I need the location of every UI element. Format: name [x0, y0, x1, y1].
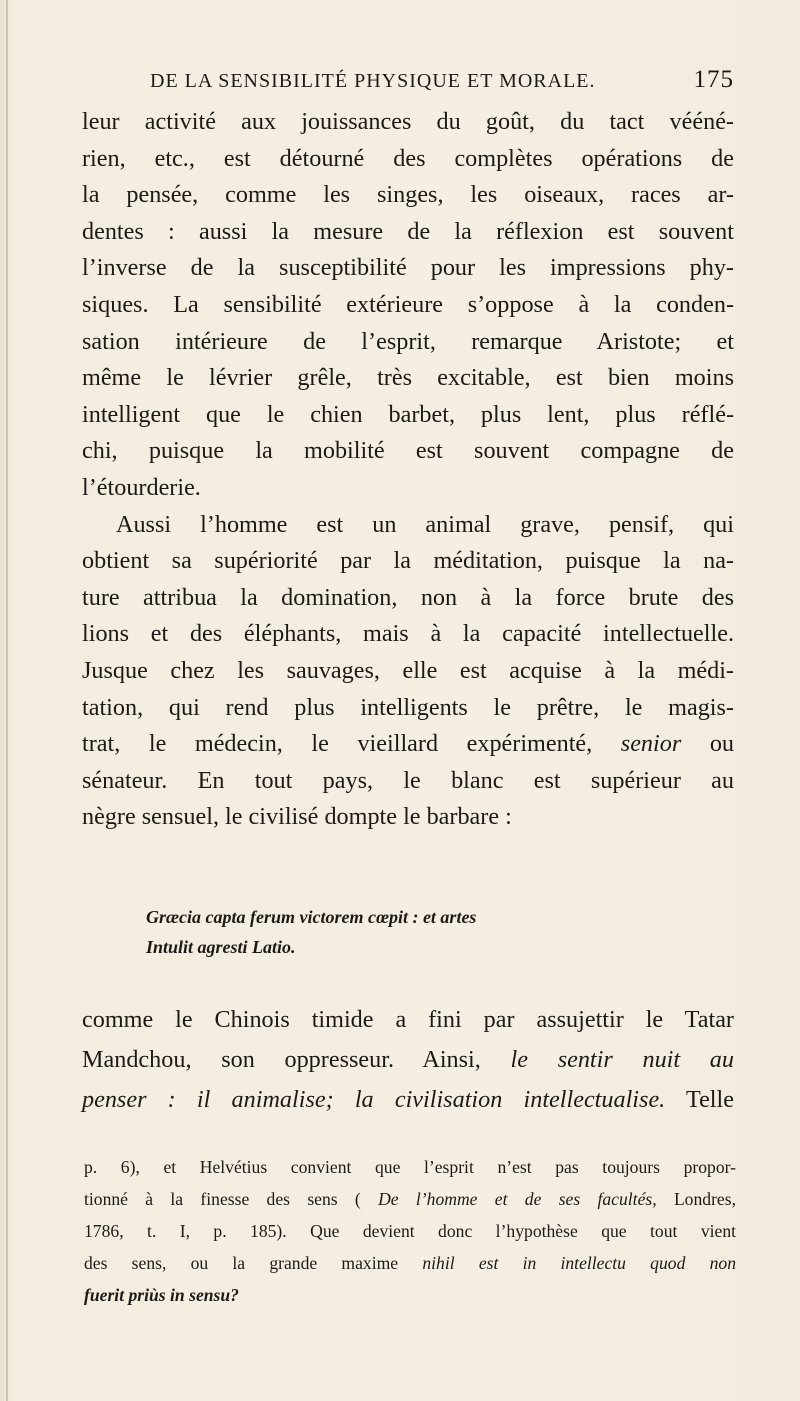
- text-line: [82, 1080, 734, 1120]
- text-line: lions et des éléphants, mais à la capacité intellectuelle.: [82, 620, 734, 648]
- text-line: [82, 726, 734, 763]
- main-text-continued: [82, 1000, 734, 1120]
- text-fragment: ou: [709, 730, 735, 758]
- text-line: intelligent que le chien barbet, plus lent, plus réflé-: [82, 400, 734, 428]
- main-text: [82, 104, 734, 836]
- footnote-line: p. 6), et Helvétius convient que l’esprit n’est pas toujours propor-: [84, 1157, 736, 1177]
- italic-phrase: penser : il animalise; la civilisation intellectualise.: [82, 1086, 666, 1113]
- text-line: [82, 1040, 734, 1080]
- text-line: chi, puisque la mobilité est souvent compagne de: [82, 437, 734, 465]
- text-line: même le lévrier grêle, très excitable, est bien moins: [82, 364, 734, 392]
- page-gutter: [6, 0, 8, 1401]
- paragraph-1: [82, 104, 734, 507]
- text-line: la pensée, comme les singes, les oiseaux, races ar-: [82, 181, 734, 209]
- page-number: 175: [693, 66, 734, 93]
- italic-phrase: fuerit priùs in sensu?: [84, 1285, 239, 1305]
- text-line: Aussi l’homme est un animal grave, pensif, qui: [116, 510, 734, 538]
- text-line: obtient sa supériorité par la méditation, puisque la na-: [82, 547, 734, 575]
- quote-line: Intulit agresti Latio.: [146, 937, 296, 957]
- footnote: [84, 1151, 736, 1311]
- text-fragment: Mandchou, son oppresseur. Ainsi,: [82, 1046, 481, 1073]
- text-fragment: trat, le médecin, le vieillard expérimenté,: [82, 730, 593, 758]
- text-line: leur activité aux jouissances du goût, du tact vééné-: [82, 108, 734, 135]
- text-fragment: tionné à la finesse des sens (: [84, 1189, 361, 1209]
- italic-phrase: nihil est in intellectu quod non: [422, 1253, 736, 1273]
- text-line: siques. La sensibilité extérieure s’oppose à la conden-: [82, 290, 734, 318]
- italic-phrase: le sentir nuit au: [510, 1046, 734, 1073]
- text-line: sation intérieure de l’esprit, remarque Aristote; et: [82, 327, 734, 355]
- footnote-line: [84, 1247, 736, 1279]
- text-line: nègre sensuel, le civilisé dompte le barbare :: [82, 803, 512, 831]
- text-line: comme le Chinois timide a fini par assujettir le Tatar: [82, 1006, 734, 1033]
- italic-word: senior: [620, 730, 682, 758]
- footnote-line: 1786, t. I, p. 185). Que devient donc l’hypothèse que tout vient: [84, 1221, 736, 1241]
- text-line: sénateur. En tout pays, le blanc est supérieur au: [82, 766, 734, 794]
- italic-title: De l’homme et de ses facultés,: [378, 1189, 657, 1209]
- text-line: rien, etc., est détourné des complètes opérations de: [82, 144, 734, 172]
- text-fragment: Londres,: [673, 1189, 736, 1209]
- text-line: l’étourderie.: [82, 473, 201, 501]
- footnote-line: [84, 1279, 736, 1311]
- running-title: DE LA SENSIBILITÉ PHYSIQUE ET MORALE.: [150, 70, 596, 92]
- text-fragment: Telle: [685, 1086, 734, 1113]
- paragraph-2: [82, 507, 734, 836]
- latin-quote: [146, 902, 476, 962]
- text-line: dentes : aussi la mesure de la réflexion est souvent: [82, 217, 734, 245]
- text-fragment: des sens, ou la grande maxime: [84, 1253, 399, 1273]
- text-line: Jusque chez les sauvages, elle est acquise à la médi-: [82, 656, 734, 684]
- quote-line: Græcia capta ferum victorem cœpit : et artes: [146, 907, 477, 927]
- footnote-line: [84, 1183, 736, 1215]
- text-line: tation, qui rend plus intelligents le prêtre, le magis-: [82, 693, 734, 721]
- text-line: ture attribua la domination, non à la force brute des: [82, 583, 734, 611]
- text-line: l’inverse de la susceptibilité pour les impressions phy-: [82, 254, 734, 282]
